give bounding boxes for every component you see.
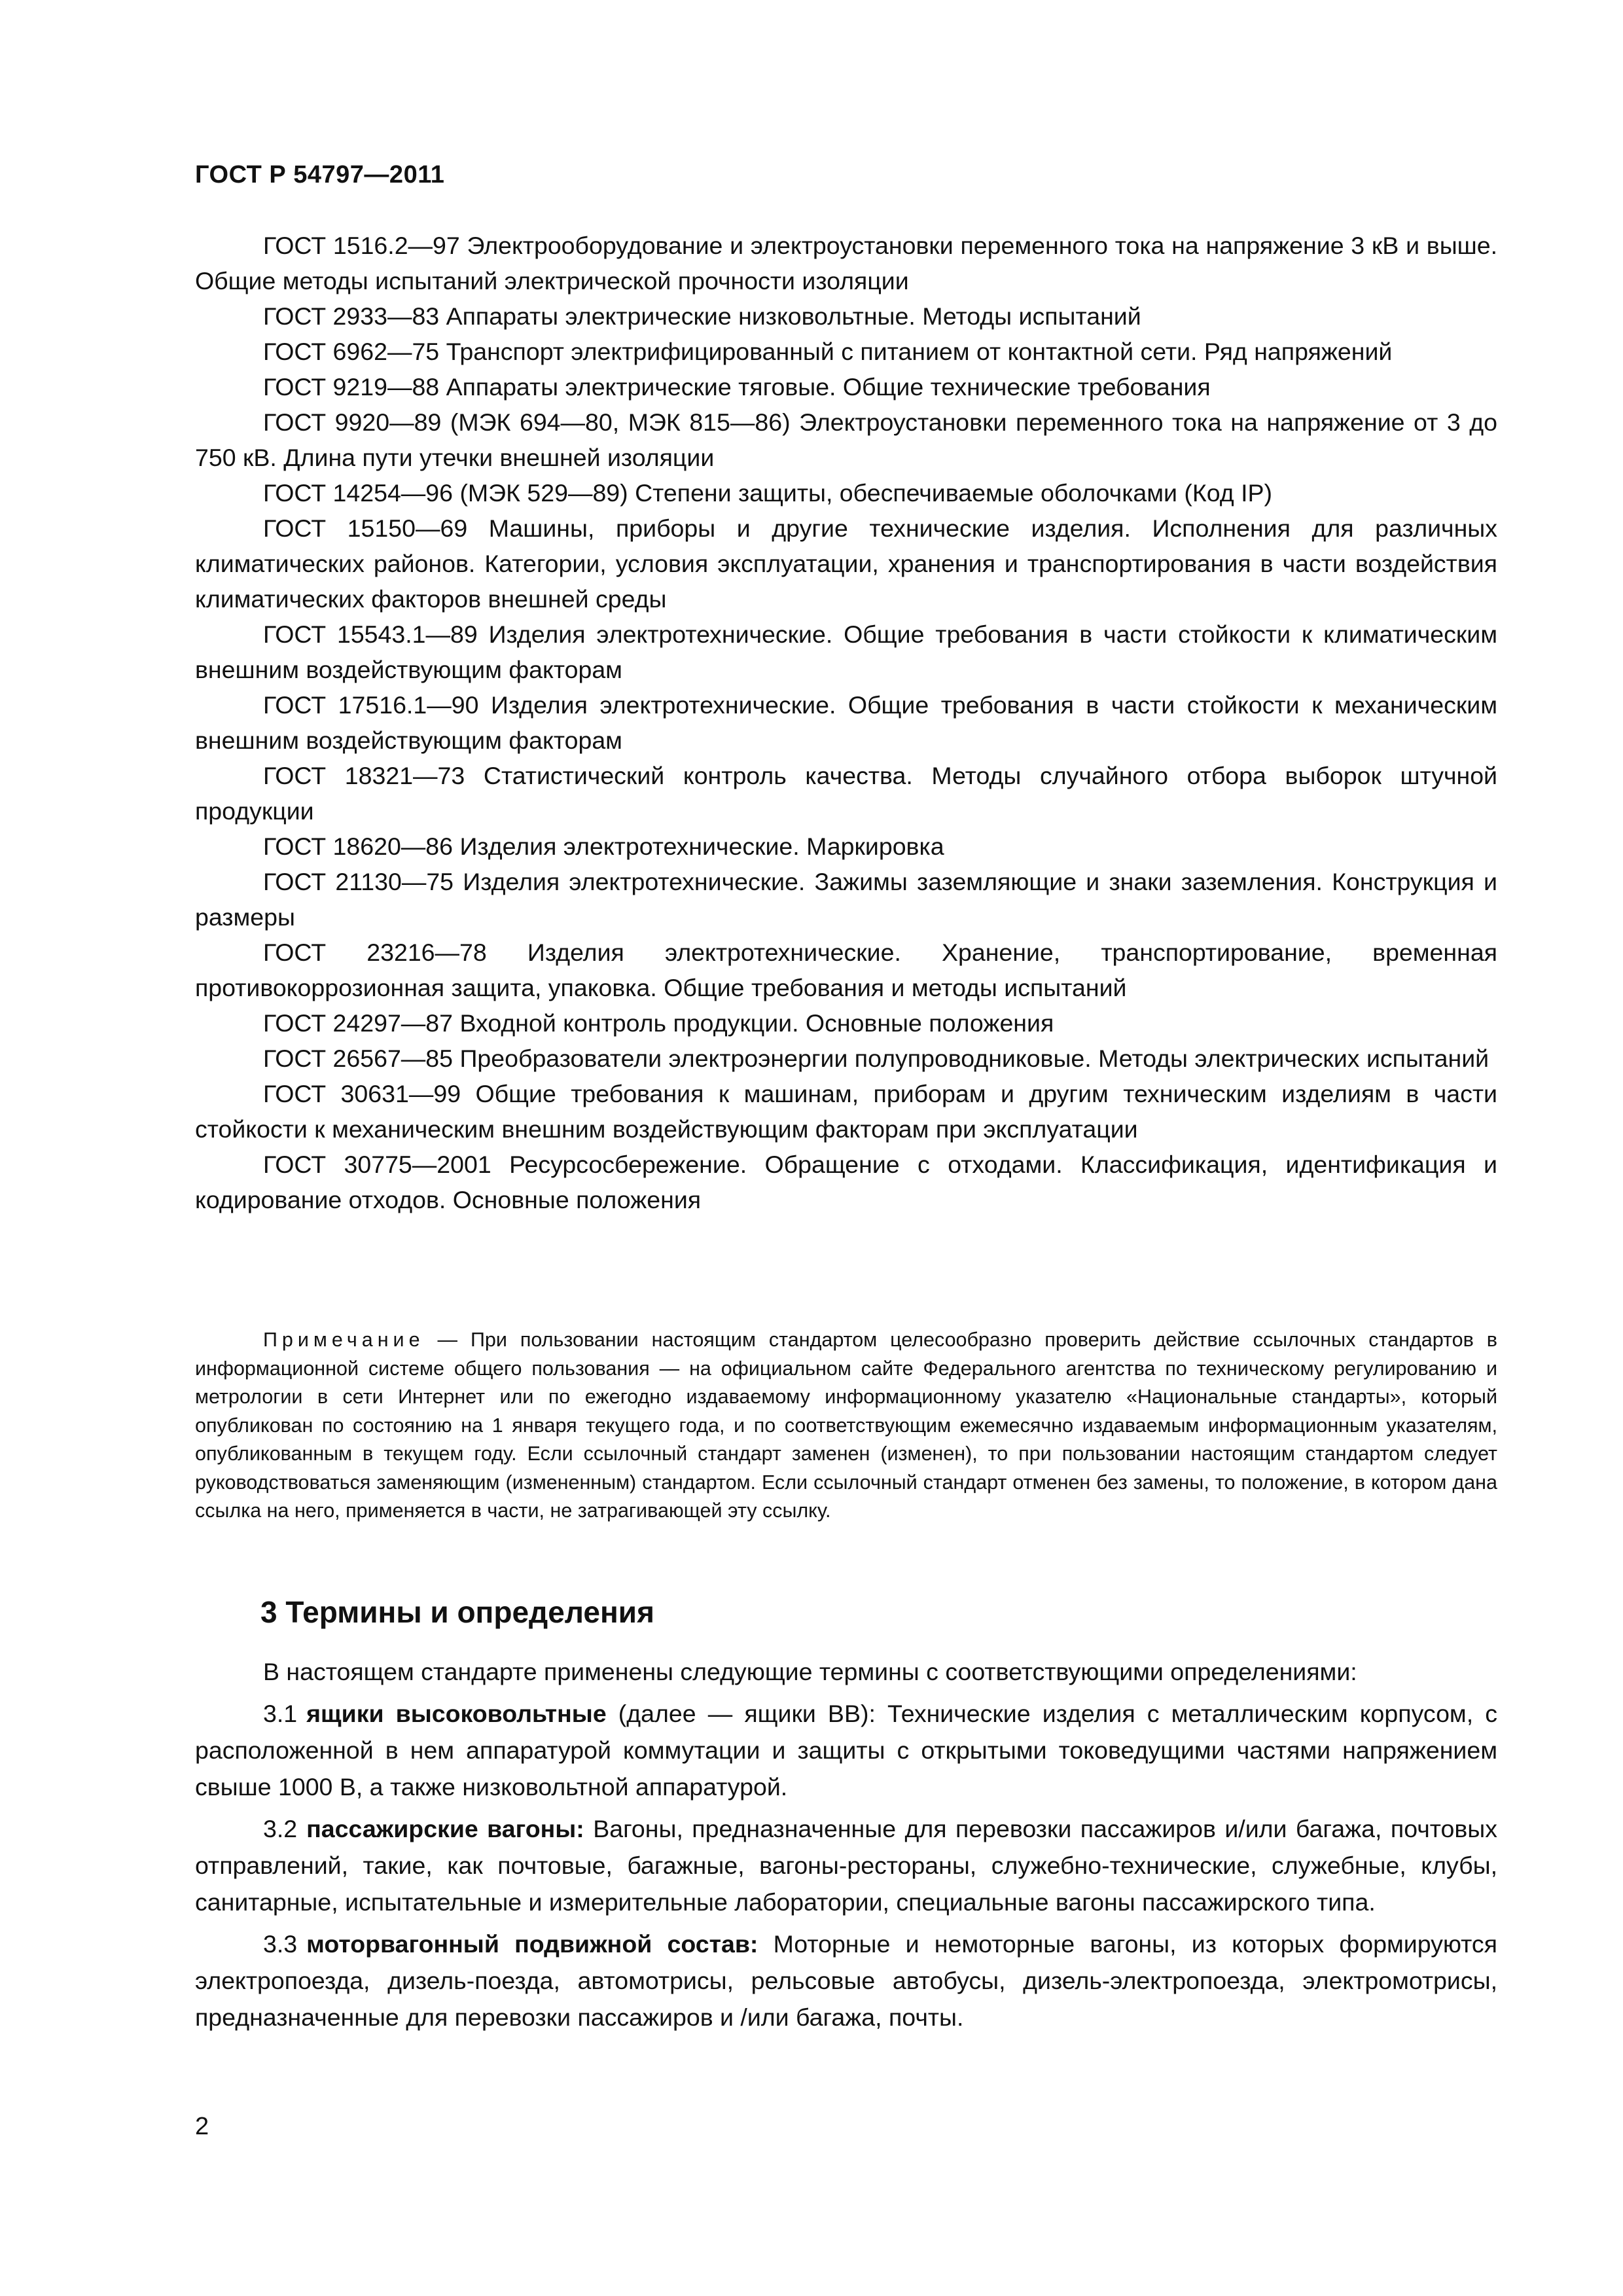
term-definition <box>195 1810 1497 1920</box>
reference-item: ГОСТ 1516.2—97 Электрооборудование и электроустановки переменного тока на напряжение 3 кВ и выше. Общие методы испытаний электрической прочности изоляции <box>195 232 1497 295</box>
section-title: 3 Термины и определения <box>260 1595 654 1629</box>
reference-item: ГОСТ 18620—86 Изделия электротехнические. Маркировка <box>263 833 944 860</box>
terms-section <box>195 1653 1497 2036</box>
reference-item: ГОСТ 21130—75 Изделия электротехнические. Зажимы заземляющие и знаки заземления. Конструкция и размеры <box>195 868 1497 931</box>
term-name: ящики высоковольтные <box>306 1700 607 1727</box>
reference-item: ГОСТ 17516.1—90 Изделия электротехнические. Общие требования в части стойкости к механическим внешним воздействующим факторам <box>195 691 1497 754</box>
term-definition <box>195 1695 1497 1805</box>
terms-intro: В настоящем стандарте применены следующие термины с соответствующими определениями: <box>263 1658 1357 1685</box>
note-text: — При пользовании настоящим стандартом целесообразно проверить действие ссылочных стандартов в информационной системе общего пользования — на официальном сайте Федерального агентства по техническому регулированию и метрологии в сети Интернет или по ежегодно издаваемому информационному указателю «Национальные стандарты», который опубликован по состоянию на 1 января текущего года, и по соответствующим ежемесячно издаваемым информационным указателям, опубликованным в текущем году. Если ссылочный стандарт заменен (изменен), то при пользовании настоящим стандартом следует руководствоваться заменяющим (измененным) стандартом. Если ссылочный стандарт отменен без замены, то положение, в котором дана ссылка на него, применяется в части, не затрагивающей эту ссылку. <box>195 1329 1497 1522</box>
term-number: 3.2 <box>263 1815 298 1842</box>
reference-item: ГОСТ 14254—96 (МЭК 529—89) Степени защиты, обеспечиваемые оболочками (Код IP) <box>263 479 1273 507</box>
term-number: 3.3 <box>263 1930 298 1958</box>
reference-item: ГОСТ 30775—2001 Ресурсосбережение. Обращение с отходами. Классификация, идентификация и кодирование отходов. Основные положения <box>195 1151 1497 1213</box>
reference-item: ГОСТ 9219—88 Аппараты электрические тяговые. Общие технические требования <box>263 373 1211 401</box>
term-definition <box>195 1926 1497 2036</box>
term-name: моторвагонный подвижной состав: <box>306 1930 758 1958</box>
reference-item: ГОСТ 15543.1—89 Изделия электротехнические. Общие требования в части стойкости к климатическим внешним воздействующим факторам <box>195 620 1497 683</box>
term-text: Вагоны, предназначенные для перевозки пассажиров и/или багажа, почтовых отправлений, такие, как почтовые, багажные, вагоны-рестораны, служебно-технические, служебные, клубы, санитарные, испытательные и измерительные лаборатории, специальные вагоны пассажирского типа. <box>195 1815 1497 1916</box>
document-header: ГОСТ Р 54797—2011 <box>195 161 445 188</box>
reference-item: ГОСТ 9920—89 (МЭК 694—80, МЭК 815—86) Электроустановки переменного тока на напряжение от 3 до 750 кВ. Длина пути утечки внешней изоляции <box>195 408 1497 471</box>
normative-references-list <box>195 228 1497 1217</box>
reference-item: ГОСТ 23216—78 Изделия электротехнические. Хранение, транспортирование, временная противокоррозионная защита, упаковка. Общие требования и методы испытаний <box>195 939 1497 1001</box>
reference-item: ГОСТ 26567—85 Преобразователи электроэнергии полупроводниковые. Методы электрических испытаний <box>263 1045 1489 1072</box>
page-number: 2 <box>195 2113 209 2140</box>
reference-item: ГОСТ 6962—75 Транспорт электрифицированный с питанием от контактной сети. Ряд напряжений <box>263 338 1393 365</box>
reference-item: ГОСТ 24297—87 Входной контроль продукции. Основные положения <box>263 1009 1054 1037</box>
term-text: (далее — ящики ВВ): Технические изделия с металлическим корпусом, с расположенной в нем аппаратурой коммутации и защиты с открытыми токоведущими частями напряжением свыше 1000 В, а также низковольтной аппаратурой. <box>195 1700 1497 1801</box>
term-name: пассажирские вагоны: <box>306 1815 584 1842</box>
note-label: Примечание <box>263 1329 425 1351</box>
reference-item: ГОСТ 15150—69 Машины, приборы и другие технические изделия. Исполнения для различных климатических районов. Категории, условия эксплуатации, хранения и транспортирования в части воздействия климатических факторов внешней среды <box>195 514 1497 613</box>
note-paragraph <box>195 1326 1497 1526</box>
term-text: Моторные и немоторные вагоны, из которых формируются электропоезда, дизель-поезда, автомотрисы, рельсовые автобусы, дизель-электропоезда, электромотрисы, предназначенные для перевозки пассажиров и /или багажа, почты. <box>195 1930 1497 2031</box>
reference-item: ГОСТ 18321—73 Статистический контроль качества. Методы случайного отбора выборок штучной продукции <box>195 762 1497 825</box>
term-number: 3.1 <box>263 1700 298 1727</box>
reference-item: ГОСТ 30631—99 Общие требования к машинам, приборам и другим техническим изделиям в части стойкости к механическим внешним воздействующим факторам при эксплуатации <box>195 1080 1497 1143</box>
reference-item: ГОСТ 2933—83 Аппараты электрические низковольтные. Методы испытаний <box>263 302 1141 330</box>
